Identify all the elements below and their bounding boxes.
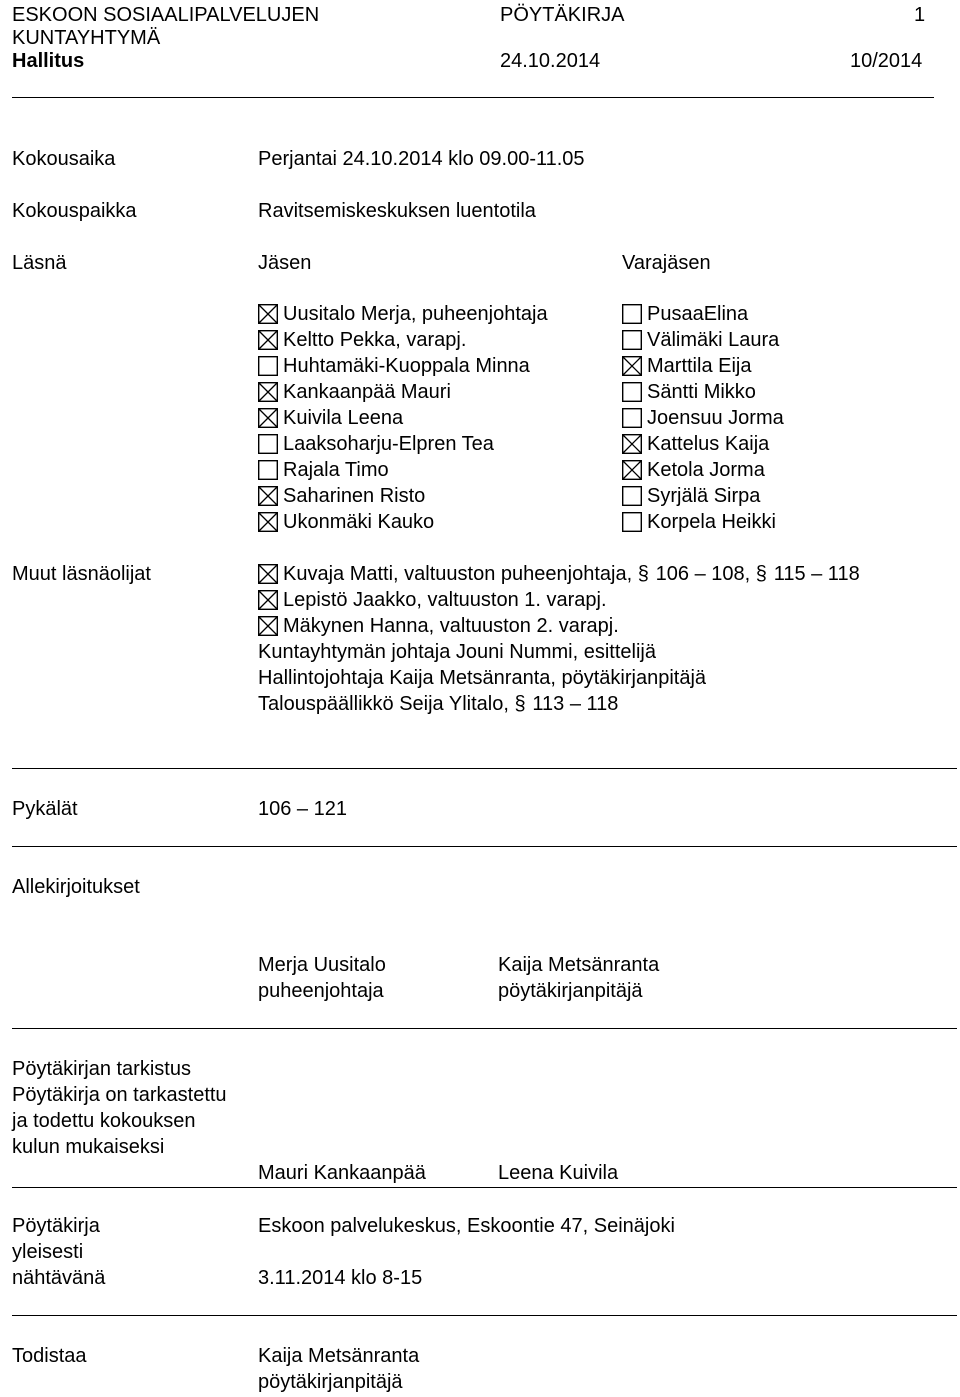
signatures-label: Allekirjoitukset <box>12 876 140 898</box>
checkbox-checked-icon[interactable] <box>258 564 278 584</box>
reviewer-name: Mauri Kankaanpää <box>258 1162 426 1184</box>
other-attendee-name: Kuvaja Matti, valtuuston puheenjohtaja, <box>283 563 633 585</box>
checkbox-unchecked-icon[interactable] <box>622 304 642 324</box>
other-attendee-row: Lepistö Jaakko, valtuuston 1. varapj. <box>283 589 607 611</box>
header-rule <box>12 97 934 98</box>
checkbox-checked-icon[interactable] <box>258 590 278 610</box>
member-name: Ukonmäki Kauko <box>283 511 435 533</box>
section-sign-icon: § <box>514 693 526 715</box>
signer-role: pöytäkirjanpitäjä <box>498 980 643 1002</box>
deputy-name: PusaaElina <box>647 303 749 325</box>
other-attendee-name: Talouspäällikkö Seija Ylitalo, <box>258 693 509 715</box>
org-name-line1: ESKOON SOSIAALIPALVELUJEN <box>12 4 320 26</box>
checkbox-checked-icon[interactable] <box>258 382 278 402</box>
public-label: Pöytäkirja <box>12 1215 100 1237</box>
deputy-name: Syrjälä Sirpa <box>647 485 761 507</box>
deputy-name: Välimäki Laura <box>647 329 780 351</box>
other-attendee-row: Mäkynen Hanna, valtuuston 2. varapj. <box>283 615 619 637</box>
divider <box>12 768 957 769</box>
body-name: Hallitus <box>12 50 85 72</box>
present-label: Läsnä <box>12 252 67 274</box>
sections-label: Pykälät <box>12 798 78 820</box>
doc-date: 24.10.2014 <box>500 50 601 72</box>
checkbox-checked-icon[interactable] <box>258 486 278 506</box>
member-name: Huhtamäki-Kuoppala Minna <box>283 355 530 377</box>
checkbox-checked-icon[interactable] <box>258 512 278 532</box>
member-name: Rajala Timo <box>283 459 389 481</box>
certifier-name: Kaija Metsänranta <box>258 1345 420 1367</box>
meeting-place-value: Ravitsemiskeskuksen luentotila <box>258 200 536 222</box>
checkbox-unchecked-icon[interactable] <box>258 460 278 480</box>
certify-label: Todistaa <box>12 1345 87 1367</box>
checkbox-checked-icon[interactable] <box>258 330 278 350</box>
doc-number: 10/2014 <box>850 50 923 72</box>
section-range: 113 – 118 <box>532 693 619 715</box>
deputy-column-header: Varajäsen <box>622 252 711 274</box>
checkbox-checked-icon[interactable] <box>258 616 278 636</box>
member-name: Keltto Pekka, varapj. <box>283 329 467 351</box>
member-name: Uusitalo Merja, puheenjohtaja <box>283 303 548 325</box>
deputy-name: Ketola Jorma <box>647 459 765 481</box>
deputy-name: Korpela Heikki <box>647 511 776 533</box>
signer-role: puheenjohtaja <box>258 980 384 1002</box>
reviewer-name: Leena Kuivila <box>498 1162 619 1184</box>
public-label: yleisesti <box>12 1241 84 1263</box>
section-range: 106 – 108, <box>655 563 751 585</box>
member-name: Saharinen Risto <box>283 485 426 507</box>
meeting-time-value: Perjantai 24.10.2014 klo 09.00-11.05 <box>258 148 585 170</box>
deputy-name: Säntti Mikko <box>647 381 756 403</box>
checkbox-checked-icon[interactable] <box>622 434 642 454</box>
checkbox-checked-icon[interactable] <box>622 356 642 376</box>
checkbox-checked-icon[interactable] <box>258 408 278 428</box>
public-label: nähtävänä <box>12 1267 106 1289</box>
checkbox-unchecked-icon[interactable] <box>622 408 642 428</box>
meeting-place-label: Kokouspaikka <box>12 200 137 222</box>
section-sign-icon: § <box>755 563 767 585</box>
meeting-time-label: Kokousaika <box>12 148 116 170</box>
divider <box>12 1315 957 1316</box>
divider <box>12 846 957 847</box>
signer-name: Merja Uusitalo <box>258 954 386 976</box>
checkbox-unchecked-icon[interactable] <box>622 486 642 506</box>
other-attendee-row: Hallintojohtaja Kaija Metsänranta, pöytäkirjanpitäjä <box>258 667 707 689</box>
deputy-name: Kattelus Kaija <box>647 433 770 455</box>
checkbox-checked-icon[interactable] <box>622 460 642 480</box>
checkbox-unchecked-icon[interactable] <box>622 330 642 350</box>
org-name-line2: KUNTAYHTYMÄ <box>12 27 161 49</box>
member-name: Kuivila Leena <box>283 407 404 429</box>
divider <box>12 1028 957 1029</box>
other-attendee-row: Kuntayhtymän johtaja Jouni Nummi, esittelijä <box>258 641 656 663</box>
member-name: Laaksoharju-Elpren Tea <box>283 433 494 455</box>
review-text: ja todettu kokouksen <box>12 1110 196 1132</box>
checkbox-checked-icon[interactable] <box>258 304 278 324</box>
other-attendee-row <box>258 691 618 717</box>
checkbox-unchecked-icon[interactable] <box>622 382 642 402</box>
checkbox-unchecked-icon[interactable] <box>622 512 642 532</box>
divider <box>12 1187 957 1188</box>
others-label: Muut läsnäolijat <box>12 563 151 585</box>
checkbox-unchecked-icon[interactable] <box>258 434 278 454</box>
other-attendee-row <box>283 561 860 587</box>
review-text: Pöytäkirja on tarkastettu <box>12 1084 227 1106</box>
member-name: Kankaanpää Mauri <box>283 381 451 403</box>
public-time: 3.11.2014 klo 8-15 <box>258 1267 423 1289</box>
page-number: 1 <box>914 4 926 26</box>
deputy-name: Marttila Eija <box>647 355 752 377</box>
sections-value: 106 – 121 <box>258 798 347 820</box>
section-sign-icon: § <box>637 563 649 585</box>
certifier-role: pöytäkirjanpitäjä <box>258 1371 403 1393</box>
review-text: kulun mukaiseksi <box>12 1136 165 1158</box>
deputy-name: Joensuu Jorma <box>647 407 784 429</box>
checkbox-unchecked-icon[interactable] <box>258 356 278 376</box>
section-range: 115 – 118 <box>773 563 860 585</box>
doc-type: PÖYTÄKIRJA <box>500 4 625 26</box>
signer-name: Kaija Metsänranta <box>498 954 660 976</box>
review-label: Pöytäkirjan tarkistus <box>12 1058 191 1080</box>
public-place: Eskoon palvelukeskus, Eskoontie 47, Seinäjoki <box>258 1215 675 1237</box>
member-column-header: Jäsen <box>258 252 312 274</box>
